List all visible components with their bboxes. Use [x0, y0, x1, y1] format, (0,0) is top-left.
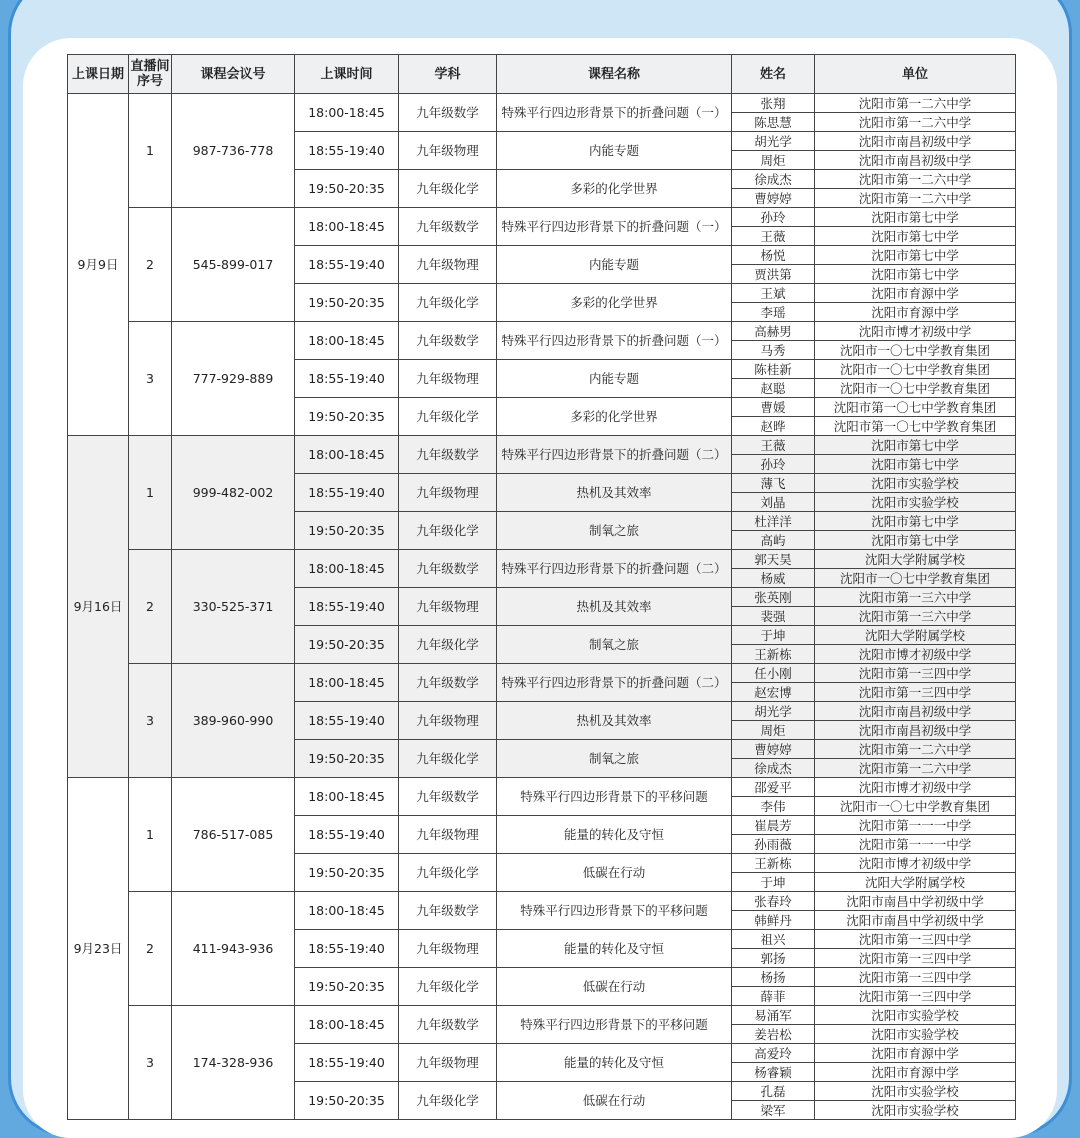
course-cell: 能量的转化及守恒 — [497, 816, 732, 854]
subject-cell: 九年级物理 — [399, 132, 497, 170]
meeting-id-cell: 174-328-936 — [172, 1006, 295, 1120]
subject-cell: 九年级数学 — [399, 664, 497, 702]
teacher-name-cell: 韩鲜丹 — [732, 911, 815, 930]
date-cell: 9月23日 — [68, 778, 129, 1120]
teacher-unit-cell: 沈阳市实验学校 — [815, 1006, 1016, 1025]
teacher-unit-cell: 沈阳市第一三四中学 — [815, 664, 1016, 683]
meeting-id-cell: 987-736-778 — [172, 94, 295, 208]
teacher-name-cell: 陈思慧 — [732, 113, 815, 132]
subject-cell: 九年级数学 — [399, 94, 497, 132]
header-room: 直播间序号 — [129, 55, 172, 94]
teacher-unit-cell: 沈阳市第七中学 — [815, 265, 1016, 284]
teacher-unit-cell: 沈阳市育源中学 — [815, 284, 1016, 303]
teacher-unit-cell: 沈阳市南昌初级中学 — [815, 721, 1016, 740]
meeting-id-cell: 777-929-889 — [172, 322, 295, 436]
course-cell: 低碳在行动 — [497, 968, 732, 1006]
course-cell: 特殊平行四边形背景下的折叠问题（二） — [497, 436, 732, 474]
subject-cell: 九年级物理 — [399, 702, 497, 740]
table-row — [68, 94, 1016, 113]
teacher-name-cell: 李瑶 — [732, 303, 815, 322]
course-cell: 制氧之旅 — [497, 740, 732, 778]
course-cell: 特殊平行四边形背景下的折叠问题（一） — [497, 322, 732, 360]
teacher-name-cell: 曹婷婷 — [732, 740, 815, 759]
header-row — [68, 55, 1016, 94]
teacher-name-cell: 王新栋 — [732, 645, 815, 664]
course-cell: 特殊平行四边形背景下的折叠问题（一） — [497, 94, 732, 132]
teacher-unit-cell: 沈阳市实验学校 — [815, 1082, 1016, 1101]
teacher-unit-cell: 沈阳市第一二六中学 — [815, 113, 1016, 132]
teacher-name-cell: 高屿 — [732, 531, 815, 550]
subject-cell: 九年级数学 — [399, 436, 497, 474]
subject-cell: 九年级化学 — [399, 170, 497, 208]
time-cell: 19:50-20:35 — [295, 398, 399, 436]
teacher-name-cell: 王薇 — [732, 227, 815, 246]
teacher-name-cell: 高爱玲 — [732, 1044, 815, 1063]
room-number-cell: 2 — [129, 550, 172, 664]
meeting-id-cell: 545-899-017 — [172, 208, 295, 322]
date-group — [68, 94, 1016, 436]
course-cell: 多彩的化学世界 — [497, 284, 732, 322]
date-group — [68, 778, 1016, 1120]
teacher-unit-cell: 沈阳市第一三四中学 — [815, 968, 1016, 987]
room-number-cell: 1 — [129, 94, 172, 208]
teacher-unit-cell: 沈阳市第一二六中学 — [815, 94, 1016, 113]
time-cell: 18:55-19:40 — [295, 246, 399, 284]
room-number-cell: 3 — [129, 1006, 172, 1120]
table-row — [68, 208, 1016, 227]
table-row — [68, 778, 1016, 797]
teacher-name-cell: 孙玲 — [732, 455, 815, 474]
time-cell: 18:55-19:40 — [295, 1044, 399, 1082]
course-cell: 内能专题 — [497, 360, 732, 398]
course-cell: 热机及其效率 — [497, 702, 732, 740]
subject-cell: 九年级物理 — [399, 474, 497, 512]
subject-cell: 九年级数学 — [399, 208, 497, 246]
meeting-id-cell: 330-525-371 — [172, 550, 295, 664]
date-group — [68, 436, 1016, 778]
date-cell: 9月16日 — [68, 436, 129, 778]
teacher-name-cell: 郭天昊 — [732, 550, 815, 569]
teacher-unit-cell: 沈阳市南昌初级中学 — [815, 702, 1016, 721]
course-cell: 能量的转化及守恒 — [497, 930, 732, 968]
teacher-unit-cell: 沈阳市第一〇七中学教育集团 — [815, 417, 1016, 436]
teacher-unit-cell: 沈阳市一〇七中学教育集团 — [815, 379, 1016, 398]
course-cell: 低碳在行动 — [497, 854, 732, 892]
subject-cell: 九年级数学 — [399, 322, 497, 360]
time-cell: 18:00-18:45 — [295, 1006, 399, 1044]
teacher-unit-cell: 沈阳市南昌中学初级中学 — [815, 892, 1016, 911]
teacher-unit-cell: 沈阳市实验学校 — [815, 474, 1016, 493]
subject-cell: 九年级化学 — [399, 284, 497, 322]
subject-cell: 九年级物理 — [399, 930, 497, 968]
subject-cell: 九年级物理 — [399, 360, 497, 398]
teacher-name-cell: 徐成杰 — [732, 759, 815, 778]
course-cell: 内能专题 — [497, 132, 732, 170]
time-cell: 19:50-20:35 — [295, 1082, 399, 1120]
teacher-unit-cell: 沈阳市育源中学 — [815, 1063, 1016, 1082]
teacher-unit-cell: 沈阳市第七中学 — [815, 246, 1016, 265]
time-cell: 19:50-20:35 — [295, 968, 399, 1006]
time-cell: 18:00-18:45 — [295, 208, 399, 246]
time-cell: 18:55-19:40 — [295, 930, 399, 968]
table-header — [68, 55, 1016, 94]
teacher-name-cell: 胡光学 — [732, 132, 815, 151]
room-number-cell: 1 — [129, 436, 172, 550]
time-cell: 18:55-19:40 — [295, 588, 399, 626]
subject-cell: 九年级化学 — [399, 398, 497, 436]
teacher-name-cell: 邵爱平 — [732, 778, 815, 797]
teacher-name-cell: 于坤 — [732, 873, 815, 892]
teacher-unit-cell: 沈阳市第一三六中学 — [815, 588, 1016, 607]
room-number-cell: 1 — [129, 778, 172, 892]
teacher-name-cell: 薛菲 — [732, 987, 815, 1006]
time-cell: 18:55-19:40 — [295, 360, 399, 398]
teacher-name-cell: 杨睿颖 — [732, 1063, 815, 1082]
teacher-unit-cell: 沈阳市一〇七中学教育集团 — [815, 797, 1016, 816]
room-number-cell: 2 — [129, 892, 172, 1006]
subject-cell: 九年级化学 — [399, 512, 497, 550]
teacher-name-cell: 曹媛 — [732, 398, 815, 417]
teacher-name-cell: 赵聪 — [732, 379, 815, 398]
teacher-unit-cell: 沈阳市实验学校 — [815, 1025, 1016, 1044]
schedule-table — [67, 54, 1016, 1120]
teacher-unit-cell: 沈阳市第一二六中学 — [815, 170, 1016, 189]
table-row — [68, 322, 1016, 341]
teacher-unit-cell: 沈阳市博才初级中学 — [815, 854, 1016, 873]
teacher-name-cell: 易涌军 — [732, 1006, 815, 1025]
teacher-unit-cell: 沈阳市第一二六中学 — [815, 189, 1016, 208]
course-cell: 低碳在行动 — [497, 1082, 732, 1120]
teacher-unit-cell: 沈阳市第七中学 — [815, 436, 1016, 455]
time-cell: 19:50-20:35 — [295, 626, 399, 664]
time-cell: 19:50-20:35 — [295, 512, 399, 550]
teacher-unit-cell: 沈阳市一〇七中学教育集团 — [815, 569, 1016, 588]
time-cell: 18:55-19:40 — [295, 474, 399, 512]
teacher-name-cell: 杜洋洋 — [732, 512, 815, 531]
course-cell: 特殊平行四边形背景下的折叠问题（二） — [497, 550, 732, 588]
teacher-unit-cell: 沈阳市实验学校 — [815, 1101, 1016, 1120]
teacher-unit-cell: 沈阳市南昌初级中学 — [815, 151, 1016, 170]
table-row — [68, 550, 1016, 569]
teacher-unit-cell: 沈阳市第一二六中学 — [815, 759, 1016, 778]
teacher-unit-cell: 沈阳大学附属学校 — [815, 873, 1016, 892]
teacher-name-cell: 孙雨薇 — [732, 835, 815, 854]
subject-cell: 九年级化学 — [399, 1082, 497, 1120]
time-cell: 19:50-20:35 — [295, 740, 399, 778]
course-cell: 制氧之旅 — [497, 512, 732, 550]
course-cell: 多彩的化学世界 — [497, 398, 732, 436]
time-cell: 19:50-20:35 — [295, 284, 399, 322]
teacher-name-cell: 张英刚 — [732, 588, 815, 607]
teacher-name-cell: 杨威 — [732, 569, 815, 588]
teacher-name-cell: 曹婷婷 — [732, 189, 815, 208]
header-name: 姓名 — [732, 55, 815, 94]
meeting-id-cell: 411-943-936 — [172, 892, 295, 1006]
teacher-unit-cell: 沈阳市第一〇七中学教育集团 — [815, 398, 1016, 417]
course-cell: 热机及其效率 — [497, 474, 732, 512]
teacher-name-cell: 周炬 — [732, 151, 815, 170]
teacher-name-cell: 王薇 — [732, 436, 815, 455]
teacher-name-cell: 梁军 — [732, 1101, 815, 1120]
meeting-id-cell: 389-960-990 — [172, 664, 295, 778]
time-cell: 18:00-18:45 — [295, 892, 399, 930]
teacher-name-cell: 姜岩松 — [732, 1025, 815, 1044]
course-cell: 特殊平行四边形背景下的折叠问题（二） — [497, 664, 732, 702]
teacher-unit-cell: 沈阳市育源中学 — [815, 1044, 1016, 1063]
teacher-name-cell: 马秀 — [732, 341, 815, 360]
subject-cell: 九年级数学 — [399, 892, 497, 930]
time-cell: 18:00-18:45 — [295, 322, 399, 360]
teacher-unit-cell: 沈阳市实验学校 — [815, 493, 1016, 512]
teacher-unit-cell: 沈阳市第一二六中学 — [815, 740, 1016, 759]
teacher-unit-cell: 沈阳市博才初级中学 — [815, 778, 1016, 797]
table-row — [68, 664, 1016, 683]
header-date: 上课日期 — [68, 55, 129, 94]
table-row — [68, 892, 1016, 911]
teacher-unit-cell: 沈阳市第一三六中学 — [815, 607, 1016, 626]
subject-cell: 九年级数学 — [399, 1006, 497, 1044]
teacher-name-cell: 赵宏博 — [732, 683, 815, 702]
course-cell: 特殊平行四边形背景下的折叠问题（一） — [497, 208, 732, 246]
teacher-name-cell: 王新栋 — [732, 854, 815, 873]
teacher-name-cell: 孔磊 — [732, 1082, 815, 1101]
teacher-unit-cell: 沈阳市第一三四中学 — [815, 987, 1016, 1006]
time-cell: 19:50-20:35 — [295, 854, 399, 892]
header-time: 上课时间 — [295, 55, 399, 94]
teacher-unit-cell: 沈阳市第一一一中学 — [815, 835, 1016, 854]
teacher-unit-cell: 沈阳市第七中学 — [815, 208, 1016, 227]
teacher-name-cell: 高赫男 — [732, 322, 815, 341]
time-cell: 18:55-19:40 — [295, 702, 399, 740]
teacher-unit-cell: 沈阳市第七中学 — [815, 512, 1016, 531]
teacher-name-cell: 祖兴 — [732, 930, 815, 949]
time-cell: 18:00-18:45 — [295, 778, 399, 816]
time-cell: 19:50-20:35 — [295, 170, 399, 208]
course-cell: 热机及其效率 — [497, 588, 732, 626]
room-number-cell: 3 — [129, 322, 172, 436]
teacher-unit-cell: 沈阳市第七中学 — [815, 531, 1016, 550]
subject-cell: 九年级物理 — [399, 1044, 497, 1082]
teacher-name-cell: 任小刚 — [732, 664, 815, 683]
date-cell: 9月9日 — [68, 94, 129, 436]
teacher-unit-cell: 沈阳市第七中学 — [815, 455, 1016, 474]
teacher-name-cell: 胡光学 — [732, 702, 815, 721]
teacher-name-cell: 薄飞 — [732, 474, 815, 493]
teacher-name-cell: 于坤 — [732, 626, 815, 645]
header-course: 课程名称 — [497, 55, 732, 94]
course-cell: 特殊平行四边形背景下的平移问题 — [497, 1006, 732, 1044]
teacher-unit-cell: 沈阳市育源中学 — [815, 303, 1016, 322]
subject-cell: 九年级物理 — [399, 816, 497, 854]
teacher-name-cell: 崔晨芳 — [732, 816, 815, 835]
teacher-name-cell: 陈桂新 — [732, 360, 815, 379]
meeting-id-cell: 786-517-085 — [172, 778, 295, 892]
teacher-name-cell: 王斌 — [732, 284, 815, 303]
subject-cell: 九年级化学 — [399, 740, 497, 778]
table-row — [68, 436, 1016, 455]
teacher-unit-cell: 沈阳市一〇七中学教育集团 — [815, 341, 1016, 360]
teacher-name-cell: 赵晔 — [732, 417, 815, 436]
subject-cell: 九年级数学 — [399, 550, 497, 588]
teacher-name-cell: 贾洪第 — [732, 265, 815, 284]
header-unit: 单位 — [815, 55, 1016, 94]
room-number-cell: 2 — [129, 208, 172, 322]
teacher-name-cell: 徐成杰 — [732, 170, 815, 189]
teacher-name-cell: 杨悦 — [732, 246, 815, 265]
teacher-unit-cell: 沈阳市第一一一中学 — [815, 816, 1016, 835]
teacher-name-cell: 张春玲 — [732, 892, 815, 911]
teacher-name-cell: 杨扬 — [732, 968, 815, 987]
subject-cell: 九年级化学 — [399, 968, 497, 1006]
teacher-unit-cell: 沈阳市第一三四中学 — [815, 683, 1016, 702]
time-cell: 18:00-18:45 — [295, 436, 399, 474]
teacher-name-cell: 裴强 — [732, 607, 815, 626]
teacher-unit-cell: 沈阳市南昌初级中学 — [815, 132, 1016, 151]
time-cell: 18:00-18:45 — [295, 664, 399, 702]
teacher-unit-cell: 沈阳市第七中学 — [815, 227, 1016, 246]
teacher-unit-cell: 沈阳市一〇七中学教育集团 — [815, 360, 1016, 379]
teacher-unit-cell: 沈阳市博才初级中学 — [815, 322, 1016, 341]
header-subject: 学科 — [399, 55, 497, 94]
teacher-unit-cell: 沈阳市第一三四中学 — [815, 949, 1016, 968]
teacher-name-cell: 刘晶 — [732, 493, 815, 512]
teacher-unit-cell: 沈阳市第一三四中学 — [815, 930, 1016, 949]
course-cell: 内能专题 — [497, 246, 732, 284]
meeting-id-cell: 999-482-002 — [172, 436, 295, 550]
teacher-unit-cell: 沈阳市博才初级中学 — [815, 645, 1016, 664]
course-cell: 制氧之旅 — [497, 626, 732, 664]
room-number-cell: 3 — [129, 664, 172, 778]
teacher-unit-cell: 沈阳大学附属学校 — [815, 626, 1016, 645]
time-cell: 18:55-19:40 — [295, 132, 399, 170]
subject-cell: 九年级物理 — [399, 588, 497, 626]
subject-cell: 九年级化学 — [399, 854, 497, 892]
course-cell: 能量的转化及守恒 — [497, 1044, 732, 1082]
teacher-name-cell: 李伟 — [732, 797, 815, 816]
teacher-name-cell: 张翔 — [732, 94, 815, 113]
teacher-name-cell: 郭扬 — [732, 949, 815, 968]
time-cell: 18:00-18:45 — [295, 550, 399, 588]
teacher-unit-cell: 沈阳大学附属学校 — [815, 550, 1016, 569]
course-cell: 多彩的化学世界 — [497, 170, 732, 208]
teacher-name-cell: 孙玲 — [732, 208, 815, 227]
subject-cell: 九年级物理 — [399, 246, 497, 284]
subject-cell: 九年级数学 — [399, 778, 497, 816]
teacher-name-cell: 周炬 — [732, 721, 815, 740]
table-row — [68, 1006, 1016, 1025]
subject-cell: 九年级化学 — [399, 626, 497, 664]
header-meeting: 课程会议号 — [172, 55, 295, 94]
course-cell: 特殊平行四边形背景下的平移问题 — [497, 778, 732, 816]
course-cell: 特殊平行四边形背景下的平移问题 — [497, 892, 732, 930]
time-cell: 18:00-18:45 — [295, 94, 399, 132]
time-cell: 18:55-19:40 — [295, 816, 399, 854]
teacher-unit-cell: 沈阳市南昌中学初级中学 — [815, 911, 1016, 930]
